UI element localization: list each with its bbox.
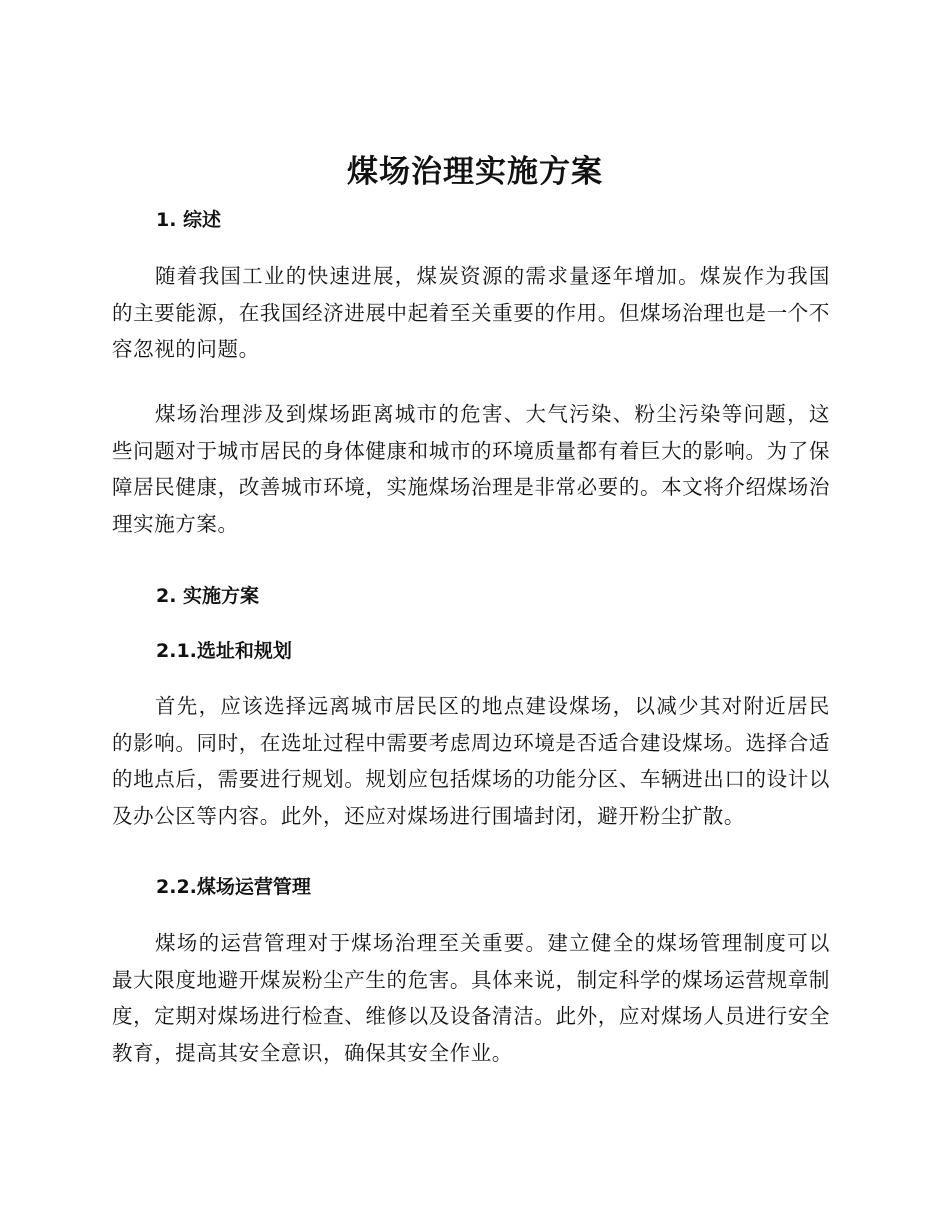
paragraph-overview-2: 煤场治理涉及到煤场距离城市的危害、大气污染、粉尘污染等问题，这些问题对于城市居民的身体健康和城市的环境质量都有着巨大的影响。为了保障居民健康，改善城市环境，实施煤场治理是非常必要的。本文将介绍煤场治理实施方案。 xyxy=(112,402,830,536)
section-heading-site-planning: 2.1.选址和规划 xyxy=(156,640,292,662)
section-heading-operations: 2.2.煤场运营管理 xyxy=(156,876,311,898)
document-title: 煤场治理实施方案 xyxy=(347,154,603,190)
paragraph-overview-1: 随着我国工业的快速进展，煤炭资源的需求量逐年增加。煤炭作为我国的主要能源，在我国经济进展中起着至关重要的作用。但煤场治理也是一个不容忽视的问题。 xyxy=(112,264,830,361)
paragraph-operations: 煤场的运营管理对于煤场治理至关重要。建立健全的煤场管理制度可以最大限度地避开煤炭粉尘产生的危害。具体来说，制定科学的煤场运营规章制度，定期对煤场进行检查、维修以及设备清洁。此外，应对煤场人员进行安全教育，提高其安全意识，确保其安全作业。 xyxy=(112,931,830,1065)
paragraph-site-planning: 首先，应该选择远离城市居民区的地点建设煤场，以减少其对附近居民的影响。同时，在选址过程中需要考虑周边环境是否适合建设煤场。选择合适的地点后，需要进行规划。规划应包括煤场的功能分区、车辆进出口的设计以及办公区等内容。此外，还应对煤场进行围墙封闭，避开粉尘扩散。 xyxy=(112,694,830,828)
section-heading-implementation: 2. 实施方案 xyxy=(156,585,260,607)
section-heading-overview: 1. 综述 xyxy=(156,209,222,231)
